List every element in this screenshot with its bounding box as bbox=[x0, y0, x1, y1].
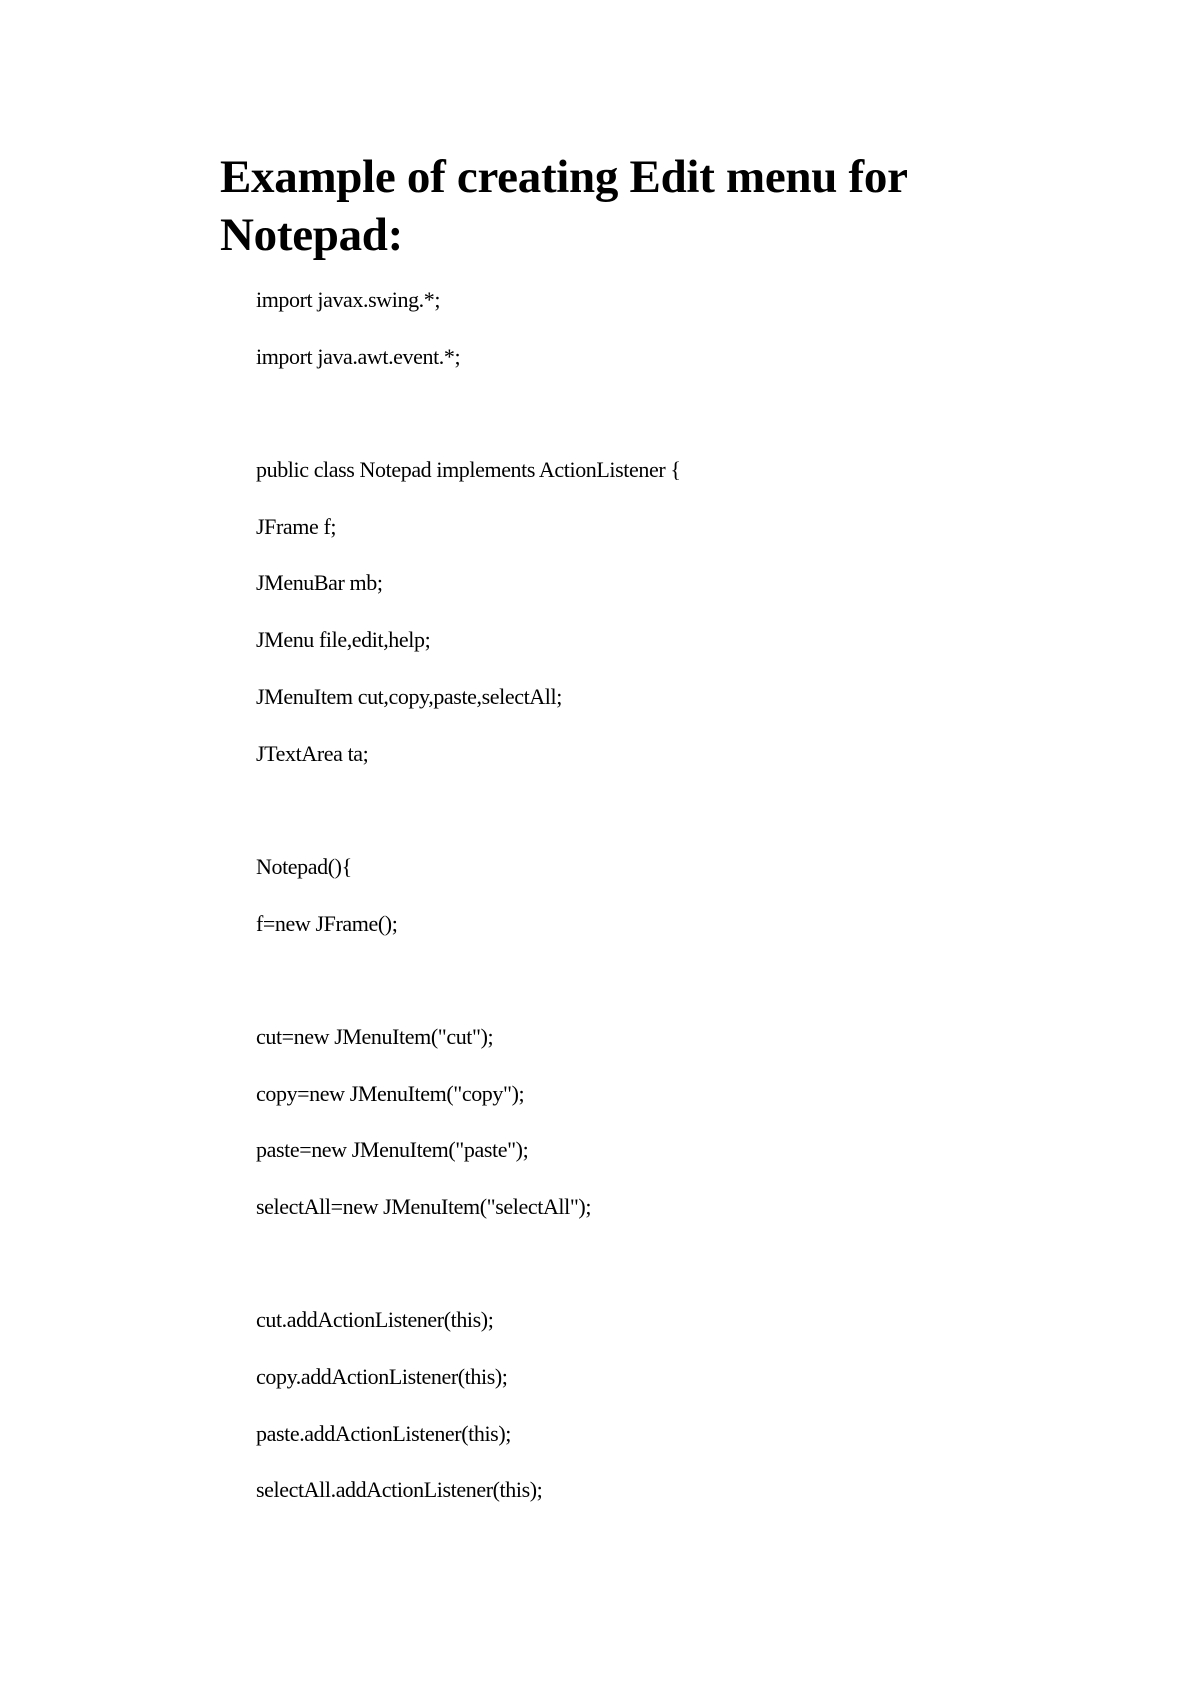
code-line: selectAll=new JMenuItem("selectAll"); bbox=[256, 1194, 592, 1219]
code-line: JMenu file,edit,help; bbox=[256, 627, 431, 652]
code-line: import javax.swing.*; bbox=[256, 287, 441, 312]
code-line: paste.addActionListener(this); bbox=[256, 1421, 511, 1446]
code-line: JFrame f; bbox=[256, 514, 337, 539]
page-title: Example of creating Edit menu for Notepad: bbox=[220, 151, 907, 261]
code-line: JMenuItem cut,copy,paste,selectAll; bbox=[256, 684, 562, 709]
code-line: f=new JFrame(); bbox=[256, 911, 398, 936]
code-line: copy.addActionListener(this); bbox=[256, 1364, 508, 1389]
code-line: cut=new JMenuItem("cut"); bbox=[256, 1024, 494, 1049]
code-line: public class Notepad implements ActionListener { bbox=[256, 457, 681, 482]
code-line: Notepad(){ bbox=[256, 854, 352, 879]
code-line: JTextArea ta; bbox=[256, 741, 369, 766]
code-line: cut.addActionListener(this); bbox=[256, 1307, 494, 1332]
code-line: copy=new JMenuItem("copy"); bbox=[256, 1081, 525, 1106]
code-line: selectAll.addActionListener(this); bbox=[256, 1477, 543, 1502]
code-line: JMenuBar mb; bbox=[256, 570, 383, 595]
code-line: paste=new JMenuItem("paste"); bbox=[256, 1137, 529, 1162]
code-line: import java.awt.event.*; bbox=[256, 344, 461, 369]
